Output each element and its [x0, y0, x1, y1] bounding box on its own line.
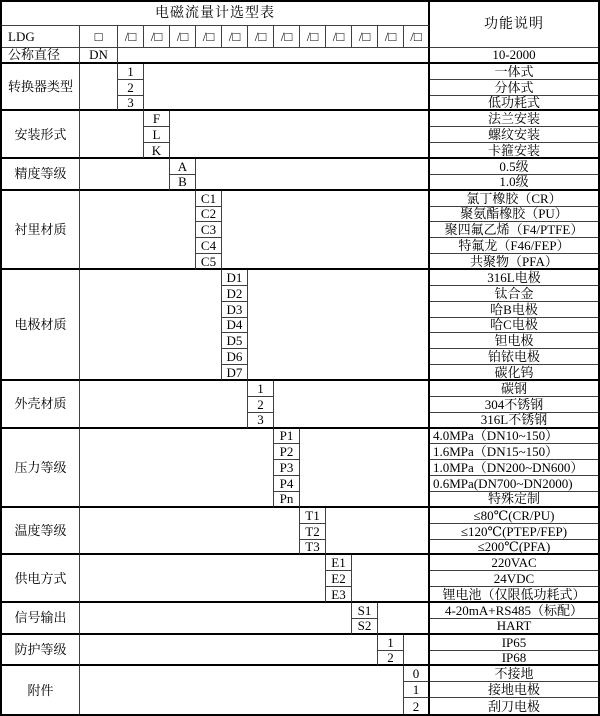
- code-cell: T1: [300, 508, 326, 524]
- code-cell: K: [144, 143, 170, 159]
- code-cell: C3: [196, 222, 222, 238]
- code-cell: D1: [222, 270, 248, 286]
- code-cell: L: [144, 127, 170, 143]
- group-label: 外壳材质: [2, 381, 80, 429]
- desc-cell: 卡箍安装: [430, 143, 598, 159]
- desc-cell: HART: [430, 619, 598, 635]
- desc-cell: 铂铱电极: [430, 349, 598, 365]
- group-label: 电极材质: [2, 270, 80, 381]
- blank-cell: [80, 111, 144, 159]
- code-cell: D5: [222, 333, 248, 349]
- code-slot-cell: /□: [170, 26, 196, 48]
- desc-cell: 聚四氟乙烯（F4/PTFE）: [430, 222, 598, 238]
- code-cell: T2: [300, 524, 326, 540]
- desc-cell: 一体式: [430, 64, 598, 80]
- code-cell: D7: [222, 365, 248, 381]
- desc-cell: 碳化钨: [430, 365, 598, 381]
- desc-cell: 刮刀电极: [487, 698, 540, 714]
- code-slot-cell: /□: [144, 26, 170, 48]
- code-cell: C5: [196, 254, 222, 270]
- desc-cell: 1.0MPa（DN200~DN600）: [430, 460, 598, 476]
- function-column-header: 功能说明: [430, 2, 598, 48]
- desc-cell: 220VAC: [430, 555, 598, 571]
- blank-cell: [404, 635, 430, 667]
- desc-cell: 氯丁橡胶（CR）: [430, 191, 598, 207]
- code-cell: C1: [196, 191, 222, 207]
- code-cell: D3: [222, 302, 248, 318]
- blank-cell: [80, 64, 118, 112]
- desc-cell: 钽电极: [430, 333, 598, 349]
- desc-cell: 共聚物（PFA）: [430, 254, 598, 270]
- group-label: 公称直径: [2, 48, 80, 64]
- code-cell: P2: [274, 444, 300, 460]
- code-cell: E2: [326, 571, 352, 587]
- desc-cell: 304不锈钢: [430, 397, 598, 413]
- desc-cell: 低功耗式: [430, 96, 598, 112]
- blank-cell: [80, 635, 378, 667]
- desc-cell: 4.0MPa（DN10~150）: [430, 429, 598, 445]
- code-cell: 2: [378, 651, 404, 667]
- desc-cell: 锂电池（仅限低功耗式）: [430, 587, 598, 603]
- desc-cell: 特殊定制: [430, 492, 598, 508]
- desc-cell: ≤80℃(CR/PU): [430, 508, 598, 524]
- code-slot-cell: /□: [274, 26, 300, 48]
- code-cell: 2: [404, 698, 430, 714]
- code-cell: Pn: [274, 492, 300, 508]
- blank-cell: [300, 429, 430, 508]
- code-slot-cell: /□: [118, 26, 144, 48]
- desc-cell: 24VDC: [430, 571, 598, 587]
- blank-cell: [80, 555, 326, 603]
- blank-cell: [196, 159, 430, 191]
- blank-cell: [80, 603, 352, 635]
- blank-cell: [170, 111, 430, 159]
- code-slot-cell: /□: [352, 26, 378, 48]
- desc-cell: 不接地: [430, 666, 598, 682]
- desc-cell: 碳钢: [430, 381, 598, 397]
- model-prefix-label: LDG: [2, 26, 80, 48]
- blank-cell: [222, 191, 430, 270]
- desc-cell: 316L不锈钢: [430, 413, 598, 429]
- desc-cell: 1.0级: [430, 175, 598, 191]
- desc-cell: ≤200℃(PFA): [430, 540, 598, 556]
- desc-cell: IP65: [430, 635, 598, 651]
- blank-cell: [80, 159, 170, 191]
- blank-cell: [80, 381, 248, 429]
- code-cell: D2: [222, 286, 248, 302]
- desc-cell: 接地电极: [430, 682, 598, 698]
- code-cell: S1: [352, 603, 378, 619]
- desc-cell: IP68: [430, 651, 598, 667]
- group-label: 信号输出: [2, 603, 80, 635]
- blank-cell: [248, 270, 430, 381]
- blank-cell: [80, 191, 196, 270]
- group-label: 转换器类型: [2, 64, 80, 112]
- desc-cell: 钛合金: [430, 286, 598, 302]
- code-cell: E1: [326, 555, 352, 571]
- blank-cell: [80, 666, 404, 714]
- group-label: 供电方式: [2, 555, 80, 603]
- code-slot-cell: /□: [378, 26, 404, 48]
- code-slot-cell: /□: [300, 26, 326, 48]
- code-cell: A: [170, 159, 196, 175]
- group-label: 压力等级: [2, 429, 80, 508]
- code-cell: E3: [326, 587, 352, 603]
- code-cell: 1: [378, 635, 404, 651]
- code-cell: D4: [222, 318, 248, 334]
- blank-cell: [378, 603, 430, 635]
- group-label: 防护等级: [2, 635, 80, 667]
- blank-cell: [352, 555, 430, 603]
- desc-cell: 聚氨酯橡胶（PU）: [430, 207, 598, 223]
- code-cell: P3: [274, 460, 300, 476]
- desc-cell: 法兰安装: [430, 111, 598, 127]
- desc-cell: 分体式: [430, 80, 598, 96]
- code-slot-cell: /□: [248, 26, 274, 48]
- group-label: 温度等级: [2, 508, 80, 556]
- code-cell: 2: [248, 397, 274, 413]
- blank-cell: [144, 64, 430, 112]
- blank-cell: [80, 508, 300, 556]
- code-slot-cell: /□: [404, 26, 430, 48]
- code-slot-cell: /□: [326, 26, 352, 48]
- blank-cell: [80, 270, 222, 381]
- code-cell: 0: [404, 666, 430, 682]
- blank-cell: [274, 381, 430, 429]
- code-cell: 3: [248, 413, 274, 429]
- code-cell: T3: [300, 540, 326, 556]
- code-cell: C4: [196, 238, 222, 254]
- code-cell: 3: [118, 96, 144, 112]
- desc-cell: 哈C电极: [430, 318, 598, 334]
- desc-cell: 哈B电极: [430, 302, 598, 318]
- code-box-cell: □: [80, 26, 118, 48]
- code-cell: DN: [80, 48, 118, 64]
- code-cell: P1: [274, 429, 300, 445]
- group-label: 衬里材质: [2, 191, 80, 270]
- desc-cell: 0.5级: [430, 159, 598, 175]
- blank-cell: [326, 508, 430, 556]
- code-cell: 1: [118, 64, 144, 80]
- code-cell: S2: [352, 619, 378, 635]
- desc-cell: 4-20mA+RS485（标配）: [430, 603, 598, 619]
- code-cell: 2: [118, 80, 144, 96]
- desc-cell: 1.6MPa（DN15~150）: [430, 444, 598, 460]
- blank-cell: [118, 48, 430, 64]
- code-slot-cell: /□: [222, 26, 248, 48]
- group-label: 精度等级: [2, 159, 80, 191]
- code-cell: D6: [222, 349, 248, 365]
- code-cell: C2: [196, 207, 222, 223]
- group-label: 附件: [2, 666, 80, 714]
- code-cell: 1: [404, 682, 430, 698]
- code-cell: 1: [248, 381, 274, 397]
- desc-cell: 316L电极: [430, 270, 598, 286]
- blank-cell: [80, 429, 274, 508]
- desc-cell: 0.6MPa(DN700~DN2000): [430, 476, 598, 492]
- code-cell: P4: [274, 476, 300, 492]
- code-cell: F: [144, 111, 170, 127]
- desc-cell: 特氟龙（F46/FEP）: [430, 238, 598, 254]
- table-title: 电磁流量计选型表: [2, 2, 430, 26]
- desc-cell: ≤120℃(PTEP/FEP): [430, 524, 598, 540]
- group-label: 安装形式: [2, 111, 80, 159]
- code-slot-cell: /□: [196, 26, 222, 48]
- desc-cell: 10-2000: [430, 48, 598, 64]
- desc-cell: 螺纹安装: [430, 127, 598, 143]
- code-cell: B: [170, 175, 196, 191]
